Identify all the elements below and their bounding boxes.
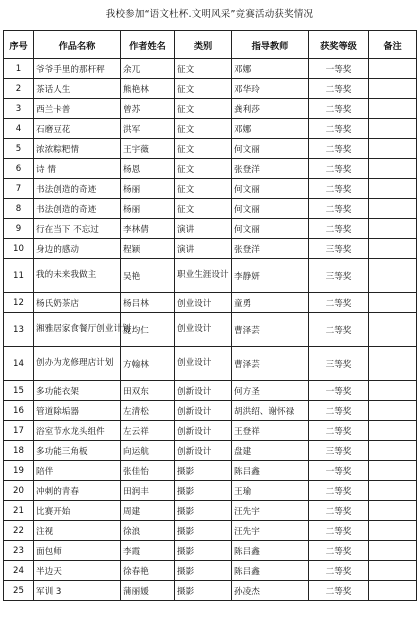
cell-grade: 二等奖 <box>309 481 369 501</box>
cell-note <box>369 581 417 601</box>
cell-category: 摄影 <box>175 541 232 561</box>
table-row <box>4 199 417 219</box>
cell-category: 征文 <box>175 119 232 139</box>
cell-work: 湘雅居家食餐厅创业计划 <box>34 313 121 347</box>
cell-work: 冲刺的青春 <box>34 481 121 501</box>
cell-no: 5 <box>4 139 34 159</box>
cell-no: 4 <box>4 119 34 139</box>
cell-note <box>369 59 417 79</box>
cell-author: 李霞 <box>121 541 175 561</box>
cell-work: 军训 3 <box>34 581 121 601</box>
cell-no: 24 <box>4 561 34 581</box>
cell-note <box>369 501 417 521</box>
cell-work: 行在当下 不忘过 <box>34 219 121 239</box>
table-row <box>4 79 417 99</box>
cell-no: 19 <box>4 461 34 481</box>
cell-teacher: 龚利莎 <box>232 99 309 119</box>
cell-note <box>369 541 417 561</box>
cell-category: 创业设计 <box>175 293 232 313</box>
cell-note <box>369 119 417 139</box>
cell-no: 11 <box>4 259 34 293</box>
cell-grade: 二等奖 <box>309 313 369 347</box>
table-row <box>4 581 417 601</box>
cell-category: 创业设计 <box>175 347 232 381</box>
cell-grade: 二等奖 <box>309 541 369 561</box>
table-row <box>4 119 417 139</box>
cell-work: 杨氏奶茶店 <box>34 293 121 313</box>
table-row <box>4 347 417 381</box>
cell-note <box>369 381 417 401</box>
cell-no: 20 <box>4 481 34 501</box>
cell-author: 洪军 <box>121 119 175 139</box>
cell-note <box>369 347 417 381</box>
cell-category: 职业生涯设计 <box>175 259 232 293</box>
cell-grade: 三等奖 <box>309 239 369 259</box>
cell-author: 李林倩 <box>121 219 175 239</box>
cell-category: 征文 <box>175 179 232 199</box>
cell-grade: 三等奖 <box>309 441 369 461</box>
cell-category: 创新设计 <box>175 441 232 461</box>
cell-work: 陪伴 <box>34 461 121 481</box>
cell-grade: 二等奖 <box>309 521 369 541</box>
cell-author: 向运航 <box>121 441 175 461</box>
table-row <box>4 139 417 159</box>
cell-note <box>369 561 417 581</box>
cell-note <box>369 421 417 441</box>
cell-category: 征文 <box>175 139 232 159</box>
cell-grade: 二等奖 <box>309 501 369 521</box>
cell-no: 17 <box>4 421 34 441</box>
cell-work: 注视 <box>34 521 121 541</box>
cell-grade: 二等奖 <box>309 581 369 601</box>
cell-note <box>369 159 417 179</box>
cell-author: 张佳怡 <box>121 461 175 481</box>
cell-no: 7 <box>4 179 34 199</box>
cell-no: 22 <box>4 521 34 541</box>
cell-teacher: 王瑜 <box>232 481 309 501</box>
cell-author: 熊艳林 <box>121 79 175 99</box>
table-row <box>4 541 417 561</box>
header-cell-note: 备注 <box>369 31 417 59</box>
cell-teacher: 陈吕鑫 <box>232 461 309 481</box>
cell-note <box>369 219 417 239</box>
cell-category: 征文 <box>175 199 232 219</box>
cell-category: 摄影 <box>175 581 232 601</box>
cell-teacher: 邓娜 <box>232 59 309 79</box>
cell-teacher: 陈吕鑫 <box>232 541 309 561</box>
table-row <box>4 441 417 461</box>
table-row <box>4 159 417 179</box>
table-row <box>4 381 417 401</box>
cell-category: 征文 <box>175 99 232 119</box>
cell-author: 程颖 <box>121 239 175 259</box>
cell-grade: 一等奖 <box>309 59 369 79</box>
cell-work: 身边的感动 <box>34 239 121 259</box>
cell-note <box>369 441 417 461</box>
cell-category: 演讲 <box>175 219 232 239</box>
cell-teacher: 何文丽 <box>232 199 309 219</box>
cell-note <box>369 199 417 219</box>
cell-note <box>369 139 417 159</box>
cell-note <box>369 293 417 313</box>
cell-grade: 二等奖 <box>309 199 369 219</box>
cell-teacher: 李静妍 <box>232 259 309 293</box>
cell-grade: 二等奖 <box>309 159 369 179</box>
table-row <box>4 99 417 119</box>
header-cell-no: 序号 <box>4 31 34 59</box>
table-row <box>4 561 417 581</box>
cell-grade: 二等奖 <box>309 99 369 119</box>
cell-author: 王宇薇 <box>121 139 175 159</box>
cell-category: 摄影 <box>175 561 232 581</box>
cell-category: 征文 <box>175 159 232 179</box>
cell-author: 徐浪 <box>121 521 175 541</box>
cell-author: 吴艳 <box>121 259 175 293</box>
cell-work: 石磨豆花 <box>34 119 121 139</box>
cell-teacher: 邓娜 <box>232 119 309 139</box>
cell-work: 爷爷手里的那杆秤 <box>34 59 121 79</box>
cell-teacher: 王登祥 <box>232 421 309 441</box>
cell-note <box>369 99 417 119</box>
cell-work: 浓浓粽粑情 <box>34 139 121 159</box>
cell-note <box>369 179 417 199</box>
cell-teacher: 何方圣 <box>232 381 309 401</box>
cell-grade: 二等奖 <box>309 401 369 421</box>
cell-author: 田双东 <box>121 381 175 401</box>
cell-no: 1 <box>4 59 34 79</box>
cell-work: 书法创造的奇迹 <box>34 179 121 199</box>
cell-teacher: 汪先宇 <box>232 501 309 521</box>
cell-no: 25 <box>4 581 34 601</box>
header-cell-teacher: 指导教师 <box>232 31 309 59</box>
cell-no: 10 <box>4 239 34 259</box>
cell-grade: 二等奖 <box>309 79 369 99</box>
cell-teacher: 胡洪绍、谢怀禄 <box>232 401 309 421</box>
cell-category: 创业设计 <box>175 313 232 347</box>
cell-note <box>369 481 417 501</box>
table-row <box>4 313 417 347</box>
cell-work: 诗 情 <box>34 159 121 179</box>
cell-grade: 三等奖 <box>309 259 369 293</box>
cell-teacher: 盘建 <box>232 441 309 461</box>
cell-note <box>369 461 417 481</box>
cell-teacher: 汪先宇 <box>232 521 309 541</box>
cell-grade: 二等奖 <box>309 119 369 139</box>
table-row <box>4 501 417 521</box>
cell-grade: 二等奖 <box>309 421 369 441</box>
cell-work: 茶话人生 <box>34 79 121 99</box>
cell-author: 左清松 <box>121 401 175 421</box>
cell-grade: 二等奖 <box>309 179 369 199</box>
cell-note <box>369 521 417 541</box>
cell-author: 杨吕林 <box>121 293 175 313</box>
cell-author: 杨恩 <box>121 159 175 179</box>
cell-no: 15 <box>4 381 34 401</box>
cell-author: 曾苏 <box>121 99 175 119</box>
cell-author: 余兀 <box>121 59 175 79</box>
cell-no: 2 <box>4 79 34 99</box>
cell-note <box>369 401 417 421</box>
table-row <box>4 481 417 501</box>
cell-category: 创新设计 <box>175 381 232 401</box>
header-cell-author: 作者姓名 <box>121 31 175 59</box>
cell-grade: 一等奖 <box>309 381 369 401</box>
cell-category: 征文 <box>175 59 232 79</box>
cell-author: 方翰林 <box>121 347 175 381</box>
cell-work: 我的未来我做主 <box>34 259 121 293</box>
cell-grade: 二等奖 <box>309 139 369 159</box>
table-row <box>4 401 417 421</box>
header-cell-category: 类别 <box>175 31 232 59</box>
cell-grade: 二等奖 <box>309 293 369 313</box>
cell-work: 西兰卡普 <box>34 99 121 119</box>
table-row <box>4 259 417 293</box>
cell-category: 摄影 <box>175 521 232 541</box>
cell-work: 书法创造的奇迹 <box>34 199 121 219</box>
cell-teacher: 邓华玲 <box>232 79 309 99</box>
header-cell-work: 作品名称 <box>34 31 121 59</box>
cell-grade: 二等奖 <box>309 219 369 239</box>
cell-note <box>369 313 417 347</box>
table-row <box>4 179 417 199</box>
cell-author: 徐春艳 <box>121 561 175 581</box>
cell-no: 14 <box>4 347 34 381</box>
cell-teacher: 张登洋 <box>232 159 309 179</box>
cell-teacher: 曹泽芸 <box>232 313 309 347</box>
cell-work: 多功能衣架 <box>34 381 121 401</box>
cell-teacher: 孙凌杰 <box>232 581 309 601</box>
cell-author: 左云祥 <box>121 421 175 441</box>
cell-work: 比赛开始 <box>34 501 121 521</box>
cell-category: 摄影 <box>175 501 232 521</box>
table-row <box>4 239 417 259</box>
cell-no: 23 <box>4 541 34 561</box>
cell-category: 摄影 <box>175 461 232 481</box>
document-title: 我校参加“语文杜杯.文明风采”竞赛活动获奖情况 <box>105 9 314 20</box>
header-cell-grade: 获奖等级 <box>309 31 369 59</box>
cell-category: 摄影 <box>175 481 232 501</box>
cell-grade: 一等奖 <box>309 461 369 481</box>
cell-note <box>369 239 417 259</box>
cell-author: 杨丽 <box>121 199 175 219</box>
cell-teacher: 曹泽芸 <box>232 347 309 381</box>
cell-no: 9 <box>4 219 34 239</box>
cell-no: 3 <box>4 99 34 119</box>
cell-teacher: 何文丽 <box>232 219 309 239</box>
cell-no: 6 <box>4 159 34 179</box>
cell-teacher: 陈吕鑫 <box>232 561 309 581</box>
cell-author: 杨丽 <box>121 179 175 199</box>
cell-grade: 三等奖 <box>309 347 369 381</box>
cell-teacher: 张登洋 <box>232 239 309 259</box>
table-row <box>4 59 417 79</box>
cell-author: 田润丰 <box>121 481 175 501</box>
cell-work: 管道除垢器 <box>34 401 121 421</box>
table-row <box>4 219 417 239</box>
cell-note <box>369 259 417 293</box>
table-row <box>4 293 417 313</box>
cell-teacher: 童勇 <box>232 293 309 313</box>
cell-no: 21 <box>4 501 34 521</box>
cell-work: 半边天 <box>34 561 121 581</box>
cell-category: 征文 <box>175 79 232 99</box>
cell-teacher: 何文丽 <box>232 179 309 199</box>
cell-work: 面包师 <box>34 541 121 561</box>
table-row <box>4 521 417 541</box>
cell-author: 蒲丽媛 <box>121 581 175 601</box>
cell-category: 创新设计 <box>175 421 232 441</box>
cell-no: 13 <box>4 313 34 347</box>
header-row <box>4 31 417 59</box>
cell-work: 浴室节水龙头组件 <box>34 421 121 441</box>
awards-table <box>3 30 417 601</box>
cell-grade: 二等奖 <box>309 561 369 581</box>
cell-teacher: 何文丽 <box>232 139 309 159</box>
cell-author: 周建 <box>121 501 175 521</box>
cell-work: 创办为龙修理店计划 <box>34 347 121 381</box>
table-row <box>4 461 417 481</box>
cell-no: 8 <box>4 199 34 219</box>
cell-no: 12 <box>4 293 34 313</box>
cell-category: 创新设计 <box>175 401 232 421</box>
cell-work: 多功能三角板 <box>34 441 121 461</box>
cell-no: 16 <box>4 401 34 421</box>
cell-category: 演讲 <box>175 239 232 259</box>
cell-author: 庞均仁 <box>121 313 175 347</box>
table-row <box>4 421 417 441</box>
cell-no: 18 <box>4 441 34 461</box>
cell-note <box>369 79 417 99</box>
table-body <box>4 59 417 601</box>
